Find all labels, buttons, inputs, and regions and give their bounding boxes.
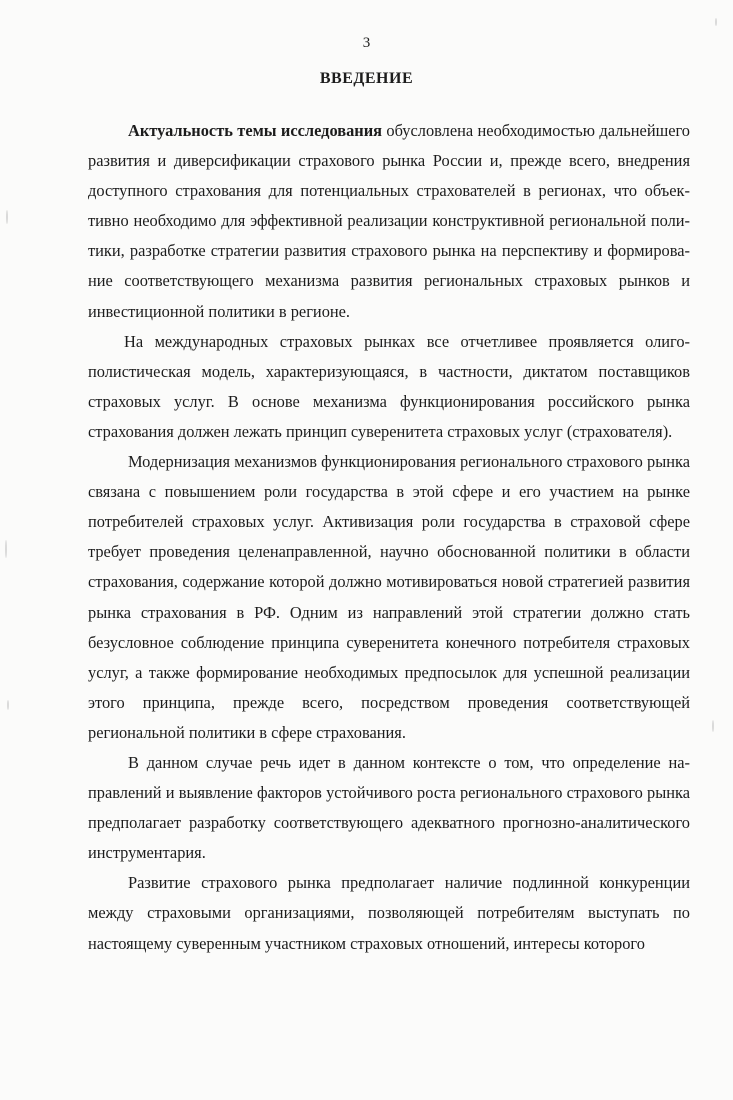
paragraph: Развитие страхового рынка предполагает наличие подлинной конкуренции между страховыми организациями, позволяющей потребителям выступать по настоящему суверенным участником страховых отношений, интересы которого — [88, 873, 690, 953]
paragraph — [88, 116, 690, 327]
scan-speck — [6, 210, 8, 224]
page-title: ВВЕДЕНИЕ — [319, 70, 414, 87]
scan-speck — [5, 540, 7, 558]
paragraph-lead: Актуальность темы исследования — [128, 121, 383, 140]
paragraph: В данном случае речь идет в данном контексте о том, что определение направлений и выявление факторов устойчивого роста регионального страхового рынка предполагает разработку соответствующего адекватного прогнозно-аналитического инструментария. — [88, 752, 690, 863]
scan-speck — [7, 700, 9, 710]
paragraph: На международных страховых рынках все отчетливее проявляется олигополистическая модель, характеризующаяся, в частности, диктатом поставщиков страховых услуг. В основе механизма функционирования российского рынка страхования должен лежать принцип суверенитета страховых услуг (страхователя). — [88, 331, 690, 441]
page-number: 3 — [362, 35, 371, 51]
paragraph-text: обусловлена необходимостью дальнейшего развития и диверсификации страхового рынка России и, прежде всего, внедрения доступного страхования для потенциальных страхователей в регионах, что объективно необходимо для эффективной реализации конструктивной региональной политики, разработке стратегии развития страхового рынка на перспективу и формирование соответствующего механизма развития региональных страховых рынков и инвестиционной политики в регионе. — [88, 121, 690, 321]
paragraph: Модернизация механизмов функционирования регионального страхового рынка связана с повышением роли государства в этой сфере и его участием на рынке потребителей страховых услуг. Активизация роли государства в страховой сфере требует проведения целенаправленной, научно обоснованной политики в области страхования, содержание которой должно мотивироваться новой стратегией развития рынка страхования в РФ. Одним из направлений этой стратегии должно стать безусловное соблюдение принципа суверенитета конечного потребителя страховых услуг, а также формирование необходимых предпосылок для успешной реализации этого принципа, прежде всего, посредством проведения соответствующей региональной политики в сфере страхования. — [88, 452, 690, 742]
body-text — [88, 116, 690, 959]
scan-speck — [715, 18, 717, 26]
scan-speck — [712, 720, 714, 732]
